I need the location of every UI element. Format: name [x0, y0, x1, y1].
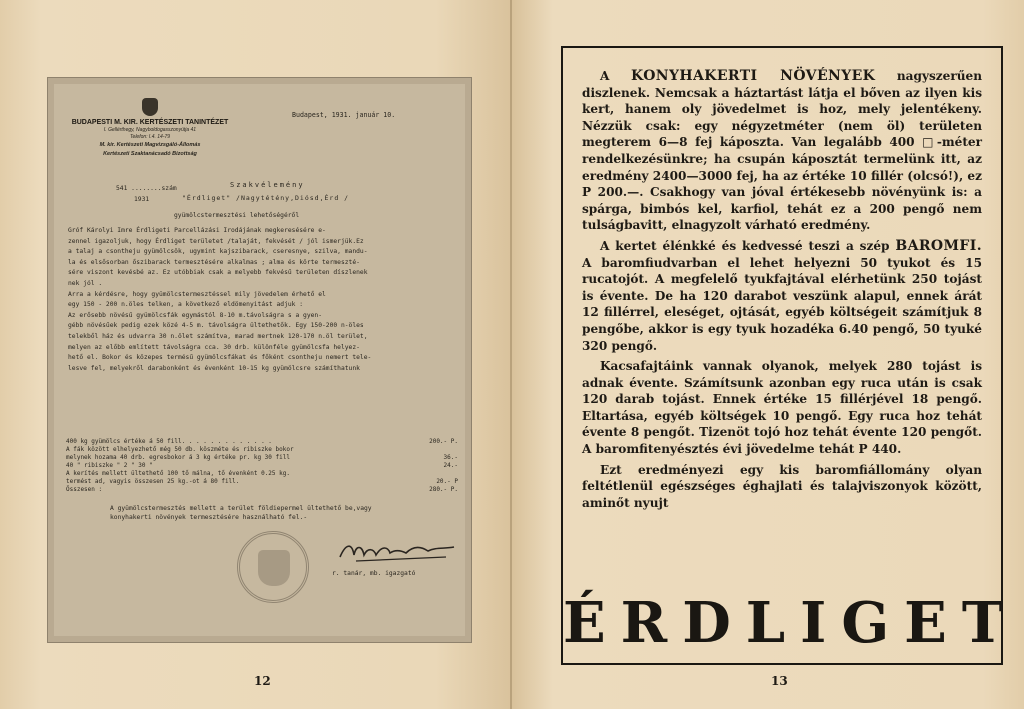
letter-line: Arra a kérdésre, hogy gyümölcstermesztéssel mily jövedelem érhető el [68, 290, 326, 298]
paragraph-text: nagyszerűen diszlenek. Nemcsak a háztartást látja el bőven az ilyen kis kert, hanem oly jövedelmet is hoz, mely jelentékeny. Nézzük csak: egy négyzetméter (nem öl) területen megterem 6—8 fej káposzta. Van legalább 400 □-méter rendelkezésünkre; ha csupán káposztát termelünk itt, az eredmény 2400—3000 fej, ha az értéke 10 fillér (olcsó!), ez P 200.—. Csakhogy van jóval értékesebb növényünk is: a spárga, bimbós kel, karfiol, tehát ez a 200 pengő nem tulságbavitt, elnagyzolt várható eredmény. [582, 69, 982, 233]
letter-title: Szakvélemény [230, 181, 305, 189]
letter-subheading: gyümölcstermesztési lehetőségéről [174, 212, 300, 219]
institution-name: BUDAPESTI M. KIR. KERTÉSZETI TANINTÉZET [71, 119, 229, 126]
calc-row [66, 454, 458, 462]
letter-closing [110, 504, 460, 522]
calc-label: 40 " ribiszke " 2 " 30 " [66, 462, 153, 469]
calc-value: 280.- P. [429, 486, 458, 493]
article-paragraph [582, 462, 982, 512]
calc-row [66, 446, 458, 454]
right-page-text [582, 68, 982, 511]
letter-calculation [66, 438, 458, 494]
calc-label: A fák között elhelyezhető még 50 db. köszméte és ribiszke bokor [66, 446, 294, 453]
closing-line: konyhakerti növények termesztésére használható fel.- [110, 514, 308, 521]
letter-line: sére viszont kevésbé az. Ez utóbbiak csak a melyebb fekvésű területen díszlenek [68, 269, 368, 277]
calc-row [66, 478, 458, 486]
letter-line: melyen az előbb említett távolságra cca. 30 drb. különféle gyümölcsfa helyez- [68, 343, 360, 351]
letter-line: hető el. Bokor és közepes termésű gyümölcsfákat és főként csontheju nemert tele- [68, 354, 372, 362]
letter-line: gébb növésűek pedig ezek közé 4-5 m. távolságra ültethetők. Egy 150-200 n-öles [68, 322, 364, 330]
calc-row [66, 438, 458, 446]
article-paragraph [582, 238, 982, 354]
letter-line: a talaj a csontheju gyümölcsök, ugymint kajszibarack, cseresnye, szilva, mandu- [68, 248, 368, 256]
letter-subject: "Érdliget" /Nagytétény,Diósd,Érd / [182, 194, 350, 202]
paragraph-text: A kertet élénkké és kedvessé teszi a szép [600, 238, 896, 253]
calc-label: termést ad, vagyis összesen 25 kg.-ot á 80 fill. [66, 478, 240, 485]
erdliget-title: ÉRDLIGET [563, 590, 1019, 656]
calc-row [66, 470, 458, 478]
calc-label: 400 kg gyümölcs értéke á 50 fill. . . . . . . . . . . . . [66, 438, 272, 445]
letter-line: Gróf Károlyi Imre Érdligeti Parcellázási Irodájának megkeresésére e- [68, 227, 326, 234]
official-stamp [237, 531, 309, 603]
calc-label: melynek hozama 40 drb. egresbokor á 3 kg értéke pr. kg 30 fill [66, 454, 290, 461]
letter-line: nek jól . [68, 279, 103, 287]
letter-body [68, 226, 460, 374]
calc-value: 24.- [443, 462, 458, 469]
page-number-left: 12 [254, 674, 271, 688]
calc-label: A kerítés mellett ültethető 100 tő málna, tő évenként 0.25 kg. [66, 470, 290, 477]
institution-address: I. Gellérthegy, Nagyboldogasszonyútja 41 [103, 127, 197, 133]
letter-line: zennel igazoljuk, hogy Érdliget területet /talaját, fekvését / jól ismerjük.Ez [68, 237, 364, 245]
calc-value: 36.- [443, 454, 458, 461]
text-frame [561, 46, 1019, 665]
calc-label: Összesen : [66, 486, 103, 493]
institution-phone: Telefon: I.4. 14-79 [129, 134, 171, 140]
article-paragraph [582, 68, 982, 234]
letterhead [60, 98, 240, 159]
calc-value: 20.- P [436, 478, 458, 485]
letter-date: Budapest, 1931. január 10. [292, 111, 396, 119]
letter-line: lesve fel, melyekről darabonként és évenként 10-15 kg gyümölcsre számíthatunk [68, 364, 360, 372]
emphasis-heading: KONYHAKERTI NÖVÉNYEK [631, 68, 876, 84]
emphasis-heading: BAROMFI. [895, 237, 982, 254]
letter-reference: 541 ........szám [116, 185, 177, 192]
page-number-right: 13 [771, 674, 788, 688]
paragraph-text: Kacsafajtáink vannak olyanok, melyek 280 tojást is adnak évente. Számítsunk azonban egy ruca után is csak 120 darab tojást. Ennek értéke 15 fillérjével 18 pengő. Eltartása, egyéb költségek 10 pengő. Egy ruca hoz tehát évente 8 pengőt. Tizenöt tojó hoz tehát évente 120 pengőt. A baromfitenyésztés évi jövedelme tehát P 440. [582, 359, 982, 457]
paragraph-text: A [600, 69, 631, 83]
letter-line: Az erősebb növésű gyümölcsfák egymástól 8-10 m.távolságra s a gyen- [68, 311, 323, 319]
calc-row [66, 486, 458, 494]
calc-value: 200.- P. [429, 438, 458, 445]
station-name: M. kir. Kertészeti Magvizsgáló-Állomás [99, 142, 201, 148]
letter-year: 1931 [134, 196, 150, 203]
letter-line: egy 150 - 200 n.öles telken, a következő eldömenyitást adjuk : [68, 301, 304, 309]
letter-line: telekből ház és udvarra 30 n.ölet számítva, marad mertnek 120-170 n.öl terület, [68, 332, 368, 340]
letter-line: la és elsősorban őszibarack termesztésére alkalmas ; alma és körte termeszté- [68, 258, 360, 266]
closing-line: A gyümölcstermesztés mellett a terület földiepermel ültethető be,vagy [110, 505, 372, 512]
paragraph-text: A baromfiudvarban el lehet helyezni 50 tyukot és 15 rucatojót. A megfelelő tyukfajtával elérhetünk 250 tojást is évente. De ha 120 darabot veszünk alapul, ennek árát 12 fillérrel, eleséget, ojtását, egyéb költségeit számítjuk 8 pengőbe, akkor is egy tyuk hozadéka 6.40 pengő, 50 tyuké 320 pengő. [582, 255, 982, 353]
coat-of-arms-icon [142, 98, 158, 116]
committee-name: Kertészeti Szaktanácsadó Bizottság [103, 151, 197, 157]
letter-document [54, 84, 465, 636]
article-paragraph [582, 358, 982, 458]
calc-row [66, 462, 458, 470]
signature-title: r. tanár, mb. igazgató [332, 570, 416, 577]
paragraph-text: Ezt eredményezi egy kis baromfiállomány olyan feltétlenül egészséges éghajlati és talajviszonyok között, aminőt nyujt [582, 462, 982, 510]
letter-photo [47, 77, 472, 643]
right-page [512, 0, 1024, 709]
handwritten-signature [336, 537, 458, 567]
